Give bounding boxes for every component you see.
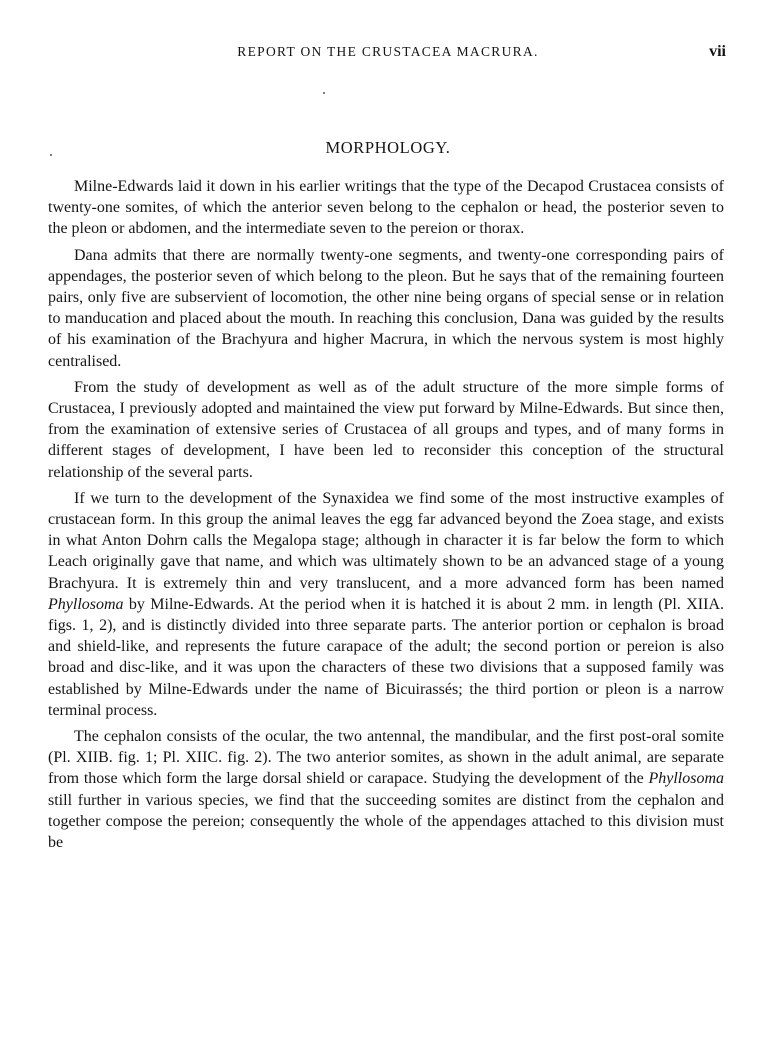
paragraph — [48, 488, 724, 721]
paragraph-text: still further in various species, we find that the succeeding somites are distinct from the cephalon and together compose the pereion; consequently the whole of the appendages attached to this division must be — [48, 791, 724, 852]
running-header — [48, 44, 728, 64]
print-speck — [323, 92, 325, 94]
paragraph — [48, 726, 724, 853]
paragraph-text: The cephalon consists of the ocular, the two antennal, the mandibular, and the first post-oral somite (Pl. XIIB. fig. 1; Pl. XIIC. fig. 2). The two anterior somites, as shown in the adult animal, are separate from those which form the large dorsal shield or carapace. Studying the development of the — [48, 728, 724, 788]
paragraph-text: by Milne-Edwards. At the period when it is hatched it is about 2 mm. in length (Pl. XIIA. figs. 1, 2), and is distinctly divided into three separate parts. The anterior portion or cephalon is broad and shield-like, and represents the future carapace of the adult; the second portion or pereion is also broad and disc-like, and it was upon the characters of these two divisions that a supposed family was established by Milne-Edwards under the name of Bicuirassés; the third portion or pleon is a narrow terminal process. — [48, 595, 725, 719]
italic-term: Phyllosoma — [648, 770, 725, 788]
paragraph-text: If we turn to the development of the Synaxidea we find some of the most instructive examples of crustacean form. In this group the animal leaves the egg far advanced beyond the Zoea stage, and exists in what Anton Dohrn calls the Megalopa stage; although in character it is far below the form to which Leach originally gave that name, and which was ultimately shown to be an advanced stage of a young Brachyura. It is extremely thin and very translucent, and a more advanced form has been named — [48, 489, 724, 592]
body-text — [48, 176, 724, 858]
page-number: vii — [709, 43, 726, 60]
running-title: REPORT ON THE CRUSTACEA MACRURA. — [237, 44, 539, 59]
paragraph: Dana admits that there are normally twenty-one segments, and twenty-one corresponding pairs of appendages, the posterior seven of which belong to the pleon. But he says that of the remaining fourteen pairs, only five are subservient of locomotion, the other nine being organs of special sense or in relation to manducation and placed about the mouth. In reaching this conclusion, Dana was guided by the results of his examination of the Brachyura and higher Macrura, in which the nervous system is most highly centralised. — [48, 246, 724, 370]
italic-term: Phyllosoma — [48, 595, 124, 613]
paragraph: From the study of development as well as of the adult structure of the more simple forms of Crustacea, I previously adopted and maintained the view put forward by Milne-Edwards. But since then, from the examination of extensive series of Crustacea of all groups and types, and of many forms in different stages of development, I have been led to reconsider this conception of the structural relationship of the several parts. — [48, 378, 724, 481]
paragraph: Milne-Edwards laid it down in his earlier writings that the type of the Decapod Crustacea consists of twenty-one somites, of which the anterior seven belong to the cephalon or head, the posterior seven to the pleon or abdomen, and the intermediate seven to the pereion or thorax. — [48, 178, 724, 238]
section-title: MORPHOLOGY. — [325, 138, 451, 157]
